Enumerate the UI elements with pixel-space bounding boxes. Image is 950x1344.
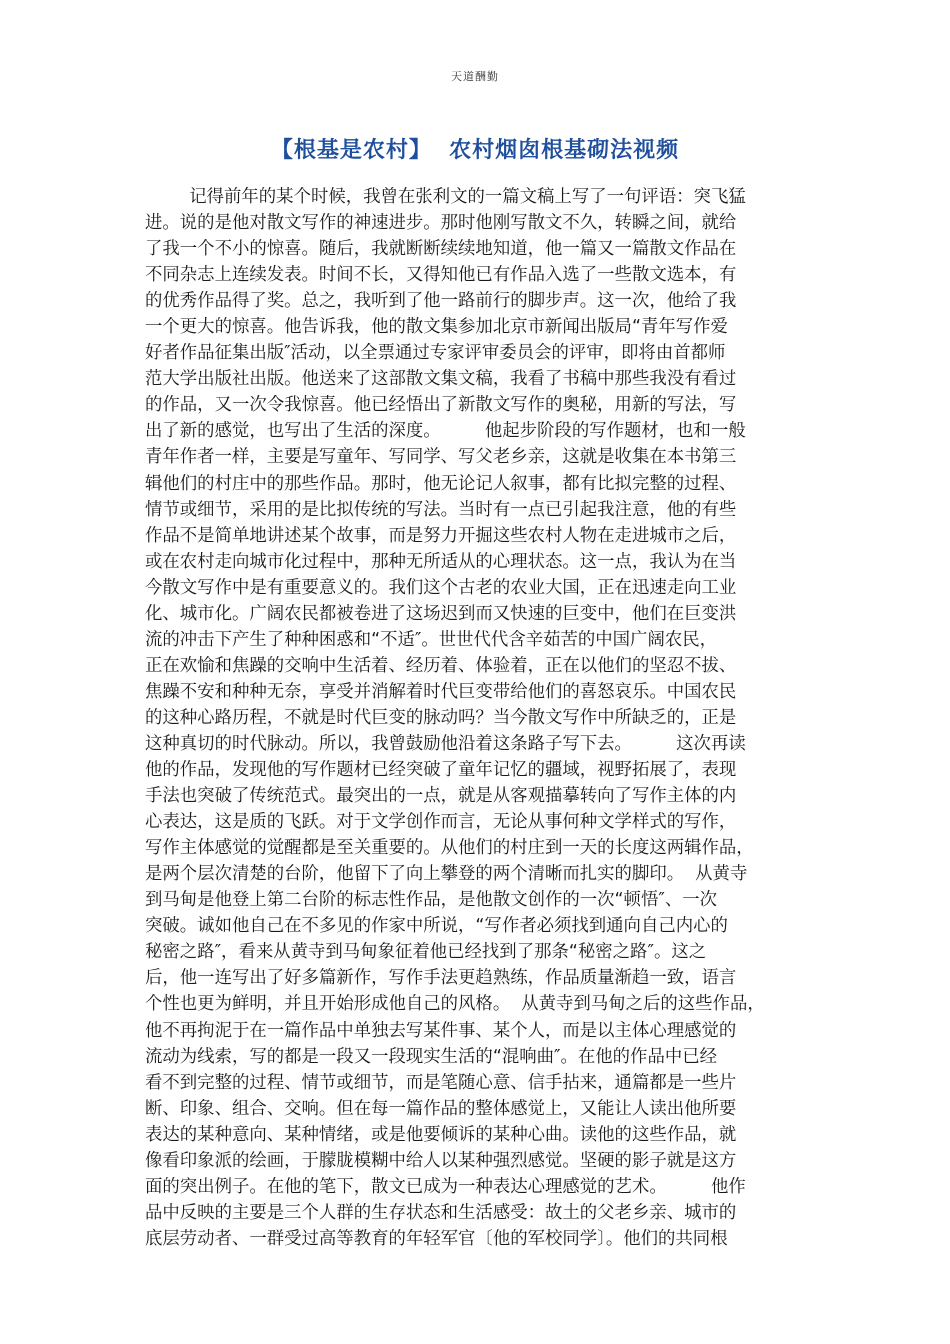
body-text-line: 写作主体感觉的觉醒都是至关重要的。从他们的村庄到一天的长度这两辑作品， <box>145 838 754 859</box>
body-text-line: 出了新的感觉，也写出了生活的深度。 他起步阶段的写作题材，也和一般 <box>145 421 746 442</box>
body-text-line: 一个更大的惊喜。他告诉我，他的散文集参加北京市新闻出版局“青年写作爱 <box>145 317 728 338</box>
body-text-line: 这种真切的时代脉动。所以，我曾鼓励他沿着这条路子写下去。 这次再读 <box>145 733 746 754</box>
body-text-line: 他不再拘泥于在一篇作品中单独去写某件事、某个人，而是以主体心理感觉的 <box>145 1020 737 1041</box>
body-text-line: 正在欢愉和焦躁的交响中生活着、经历着、体验着，正在以他们的坚忍不拔、 <box>145 655 737 676</box>
body-text-line: 作品不是简单地讲述某个故事，而是努力开掘这些农村人物在走进城市之后， <box>145 525 737 546</box>
body-text-line: 记得前年的某个时候，我曾在张利文的一篇文稿上写了一句评语：突飞猛 <box>145 187 746 207</box>
body-text-line: 流动为线索，写的都是一段又一段现实生活的“混响曲″。在他的作品中已经 <box>145 1046 718 1067</box>
body-text-line: 范大学出版社出版。他送来了这部散文集文稿，我看了书稿中那些我没有看过 <box>145 369 737 390</box>
body-text-line: 底层劳动者、一群受过高等教育的年轻军官〔他的军校同学〕。他们的共同根 <box>145 1228 728 1249</box>
body-text-line: 的这种心路历程，不就是时代巨变的脉动吗？当今散文写作中所缺乏的，正是 <box>145 707 737 728</box>
body-text-line: 情节或细节，采用的是比拟传统的写法。当时有一点已引起我注意，他的有些 <box>145 499 737 520</box>
body-text-line: 突破。诚如他自己在不多见的作家中所说，“写作者必须找到通向自己内心的 <box>145 916 728 937</box>
body-text-line: 的作品，又一次令我惊喜。他已经悟出了新散文写作的奥秘，用新的写法，写 <box>145 395 737 416</box>
page-header: 天道酬勤 <box>451 70 499 83</box>
body-text-line: 今散文写作中是有重要意义的。我们这个古老的农业大国，正在迅速走向工业 <box>145 577 737 598</box>
body-text-line: 是两个层次清楚的台阶，他留下了向上攀登的两个清晰而扎实的脚印。 从黄寺 <box>145 864 748 885</box>
body-text-line: 断、印象、组合、交响。但在每一篇作品的整体感觉上，又能让人读出他所要 <box>145 1098 737 1119</box>
body-text-line: 到马甸是他登上第二台阶的标志性作品，是他散文创作的一次“顿悟″、一次 <box>145 890 718 911</box>
body-text-line: 看不到完整的过程、情节或细节，而是笔随心意、信手拈来，通篇都是一些片 <box>145 1072 737 1093</box>
body-text-line: 不同杂志上连续发表。时间不长，又得知他已有作品入选了一些散文选本，有 <box>145 265 737 286</box>
body-text-line: 了我一个不小的惊喜。随后，我就断断续续地知道，他一篇又一篇散文作品在 <box>145 239 737 260</box>
body-text-line: 流的冲击下产生了种种困惑和“不适″。世世代代含辛茹苦的中国广阔农民， <box>145 629 718 650</box>
body-text-line: 手法也突破了传统范式。最突出的一点，就是从客观描摹转向了写作主体的内 <box>145 786 737 807</box>
body-text-line: 青年作者一样，主要是写童年、写同学、写父老乡亲，这就是收集在本书第三 <box>145 447 737 468</box>
body-text-line: 焦躁不安和种种无奈，享受并消解着时代巨变带给他们的喜怒哀乐。中国农民 <box>145 681 737 702</box>
body-text-line: 或在农村走向城市化过程中，那种无所适从的心理状态。这一点，我认为在当 <box>145 551 737 572</box>
body-text-line: 辑他们的村庄中的那些作品。那时，他无论记人叙事，都有比拟完整的过程、 <box>145 473 737 494</box>
body-text-line: 心表达，这是质的飞跃。对于文学创作而言，无论从事何种文学样式的写作， <box>145 812 737 833</box>
body-text-line: 面的突出例子。在他的笔下，散文已成为一种表达心理感觉的艺术。 他作 <box>145 1176 746 1197</box>
document-title: 【根基是农村】 农村烟囱根基砌法视频 <box>270 138 680 163</box>
body-text-line: 好者作品征集出版″活动，以全票通过专家评审委员会的评审，即将由首都师 <box>145 343 726 364</box>
body-text-line: 表达的某种意向、某种情绪，或是他要倾诉的某种心曲。读他的这些作品，就 <box>145 1124 737 1145</box>
body-text-line: 的优秀作品得了奖。总之，我听到了他一路前行的脚步声。这一次，他给了我 <box>145 291 737 312</box>
body-text-line: 他的作品，发现他的写作题材已经突破了童年记忆的疆域，视野拓展了，表现 <box>145 760 737 781</box>
body-text-line: 品中反映的主要是三个人群的生存状态和生活感受：故土的父老乡亲、城市的 <box>145 1202 737 1223</box>
body-text-line: 进。说的是他对散文写作的神速进步。那时他刚写散文不久，转瞬之间，就给 <box>145 213 737 234</box>
body-text-line: 个性也更为鲜明，并且开始形成他自己的风格。 从黄寺到马甸之后的这些作品， <box>145 994 765 1015</box>
article-body <box>145 184 813 1252</box>
body-text-line: 秘密之路″，看来从黄寺到马甸象征着他已经找到了那条“秘密之路″。这之 <box>145 942 707 963</box>
body-text-line: 化、城市化。广阔农民都被卷进了这场迟到而又快速的巨变中，他们在巨变洪 <box>145 603 737 624</box>
body-text-line: 像看印象派的绘画，于朦胧模糊中给人以某种强烈感觉。坚硬的影子就是这方 <box>145 1150 737 1171</box>
body-text-line: 后，他一连写出了好多篇新作，写作手法更趋熟练，作品质量渐趋一致，语言 <box>145 968 737 989</box>
